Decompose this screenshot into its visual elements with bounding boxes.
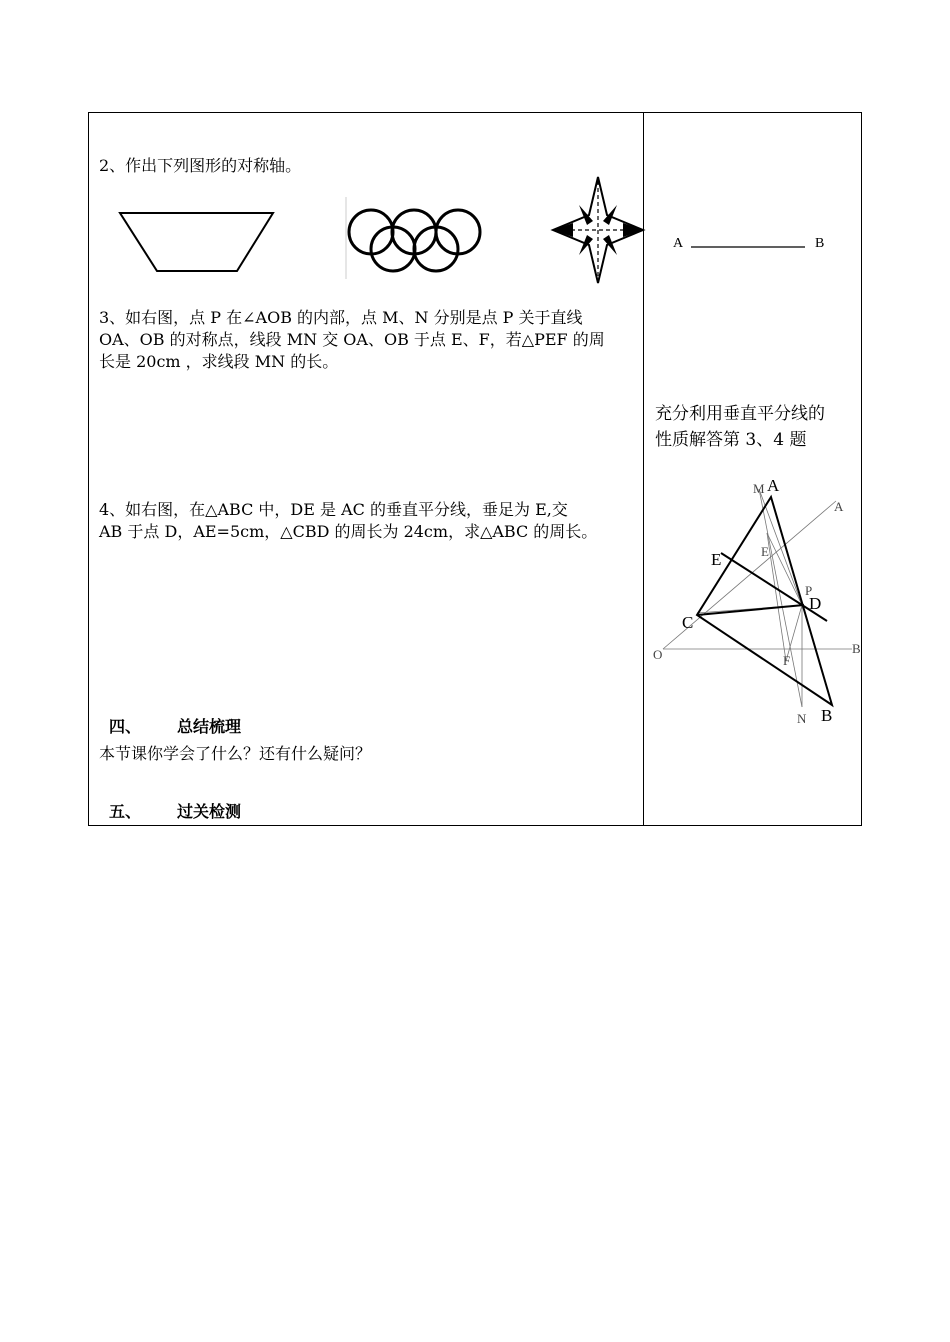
question-3-line-2: OA、OB 的对称点，线段 MN 交 OA、OB 于点 E、F，若△PEF 的周 (99, 330, 605, 349)
question-2: 2、作出下列图形的对称轴。 (99, 156, 302, 175)
fig4-label-d: D (809, 594, 822, 613)
fig4-label-c: C (682, 613, 694, 632)
geometry-figures (649, 473, 859, 733)
segment-label-b: B (815, 236, 825, 251)
section-4-number: 四、 (109, 717, 142, 736)
question-4-line-2: AB 于点 D，AE=5cm，△CBD 的周长为 24cm，求△ABC 的周长。 (99, 522, 598, 541)
fig3-label-m: M (753, 481, 765, 496)
hint-line-1: 充分利用垂直平分线的 (655, 404, 825, 424)
fig3-label-a: A (834, 499, 844, 514)
olympic-rings-figure (345, 197, 487, 279)
segment-ab-figure (655, 225, 835, 255)
question-3-line-3: 长是 20cm ，求线段 MN 的长。 (99, 352, 339, 371)
fig3-label-e: E (761, 544, 769, 559)
section-4-title: 总结梳理 (177, 717, 242, 736)
fig4-label-b: B (821, 706, 833, 725)
question-4-line-1: 4、如右图，在△ABC 中，DE 是 AC 的垂直平分线，垂足为 E,交 (99, 500, 568, 519)
question-3-line-1: 3、如右图，点 P 在∠AOB 的内部，点 M、N 分别是点 P 关于直线 (99, 308, 583, 327)
fig3-label-n: N (797, 711, 807, 726)
fig4-label-a: A (767, 476, 780, 495)
segment-label-a: A (673, 236, 684, 251)
fig3-label-o: O (653, 647, 663, 662)
fig3-label-b: B (852, 641, 861, 656)
fig3-label-p: P (805, 583, 813, 598)
section-5-number: 五、 (109, 802, 142, 821)
section-5-title: 过关检测 (177, 802, 242, 821)
worksheet-table (88, 112, 862, 826)
fig4-label-e: E (711, 550, 722, 569)
compass-star-figure (551, 175, 647, 285)
fig3-label-f: F (783, 653, 791, 668)
hint-line-2: 性质解答第 3、4 题 (655, 430, 807, 450)
summary-question: 本节课你学会了什么？还有什么疑问？ (99, 744, 372, 763)
trapezoid-figure (117, 209, 277, 275)
